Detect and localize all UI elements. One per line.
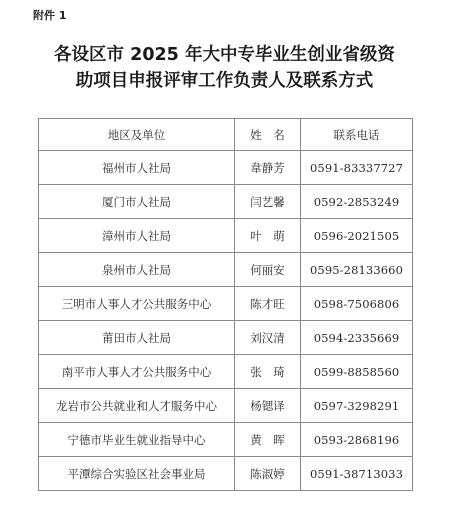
cell-phone: 0591-83337727: [301, 151, 413, 185]
cell-phone: 0597-3298291: [301, 389, 413, 423]
table-row: [39, 219, 413, 253]
cell-phone: 0591-38713033: [301, 457, 413, 491]
table-row: [39, 253, 413, 287]
cell-name: 韋静芳: [235, 151, 301, 185]
cell-phone: 0594-2335669: [301, 321, 413, 355]
cell-name: 何丽安: [235, 253, 301, 287]
cell-unit: 漳州市人社局: [39, 219, 235, 253]
table-row: [39, 321, 413, 355]
cell-name: 杨锶译: [235, 389, 301, 423]
cell-name: 闫艺馨: [235, 185, 301, 219]
header-phone: 联系电话: [301, 119, 413, 151]
cell-unit: 南平市人事人才公共服务中心: [39, 355, 235, 389]
cell-phone: 0596-2021505: [301, 219, 413, 253]
cell-phone: 0599-8858560: [301, 355, 413, 389]
document-title: [0, 42, 449, 94]
cell-unit: 三明市人事人才公共服务中心: [39, 287, 235, 321]
table-header-row: [39, 119, 413, 151]
cell-name: 张 琦: [235, 355, 301, 389]
header-unit: 地区及单位: [39, 119, 235, 151]
cell-name: 叶 萌: [235, 219, 301, 253]
cell-unit: 平潭综合实验区社会事业局: [39, 457, 235, 491]
cell-phone: 0592-2853249: [301, 185, 413, 219]
cell-unit: 福州市人社局: [39, 151, 235, 185]
cell-unit: 莆田市人社局: [39, 321, 235, 355]
cell-name: 陈才旺: [235, 287, 301, 321]
attachment-label: 附件 1: [33, 9, 67, 22]
table-row: [39, 389, 413, 423]
cell-unit: 泉州市人社局: [39, 253, 235, 287]
cell-phone: 0595-28133660: [301, 253, 413, 287]
table-row: [39, 457, 413, 491]
header-name: 姓 名: [235, 119, 301, 151]
cell-phone: 0593-2868196: [301, 423, 413, 457]
table-row: [39, 185, 413, 219]
cell-phone: 0598-7506806: [301, 287, 413, 321]
table-row: [39, 151, 413, 185]
cell-name: 陈淑婷: [235, 457, 301, 491]
table-row: [39, 423, 413, 457]
cell-unit: 龙岩市公共就业和人才服务中心: [39, 389, 235, 423]
table-row: [39, 355, 413, 389]
title-line-1: 各设区市 2025 年大中专毕业生创业省级资: [54, 45, 395, 65]
contact-table: [38, 118, 413, 491]
cell-name: 黄 晖: [235, 423, 301, 457]
cell-unit: 厦门市人社局: [39, 185, 235, 219]
title-line-2: 助项目申报评审工作负责人及联系方式: [75, 71, 374, 91]
cell-unit: 宁德市毕业生就业指导中心: [39, 423, 235, 457]
table-row: [39, 287, 413, 321]
cell-name: 刘汉清: [235, 321, 301, 355]
